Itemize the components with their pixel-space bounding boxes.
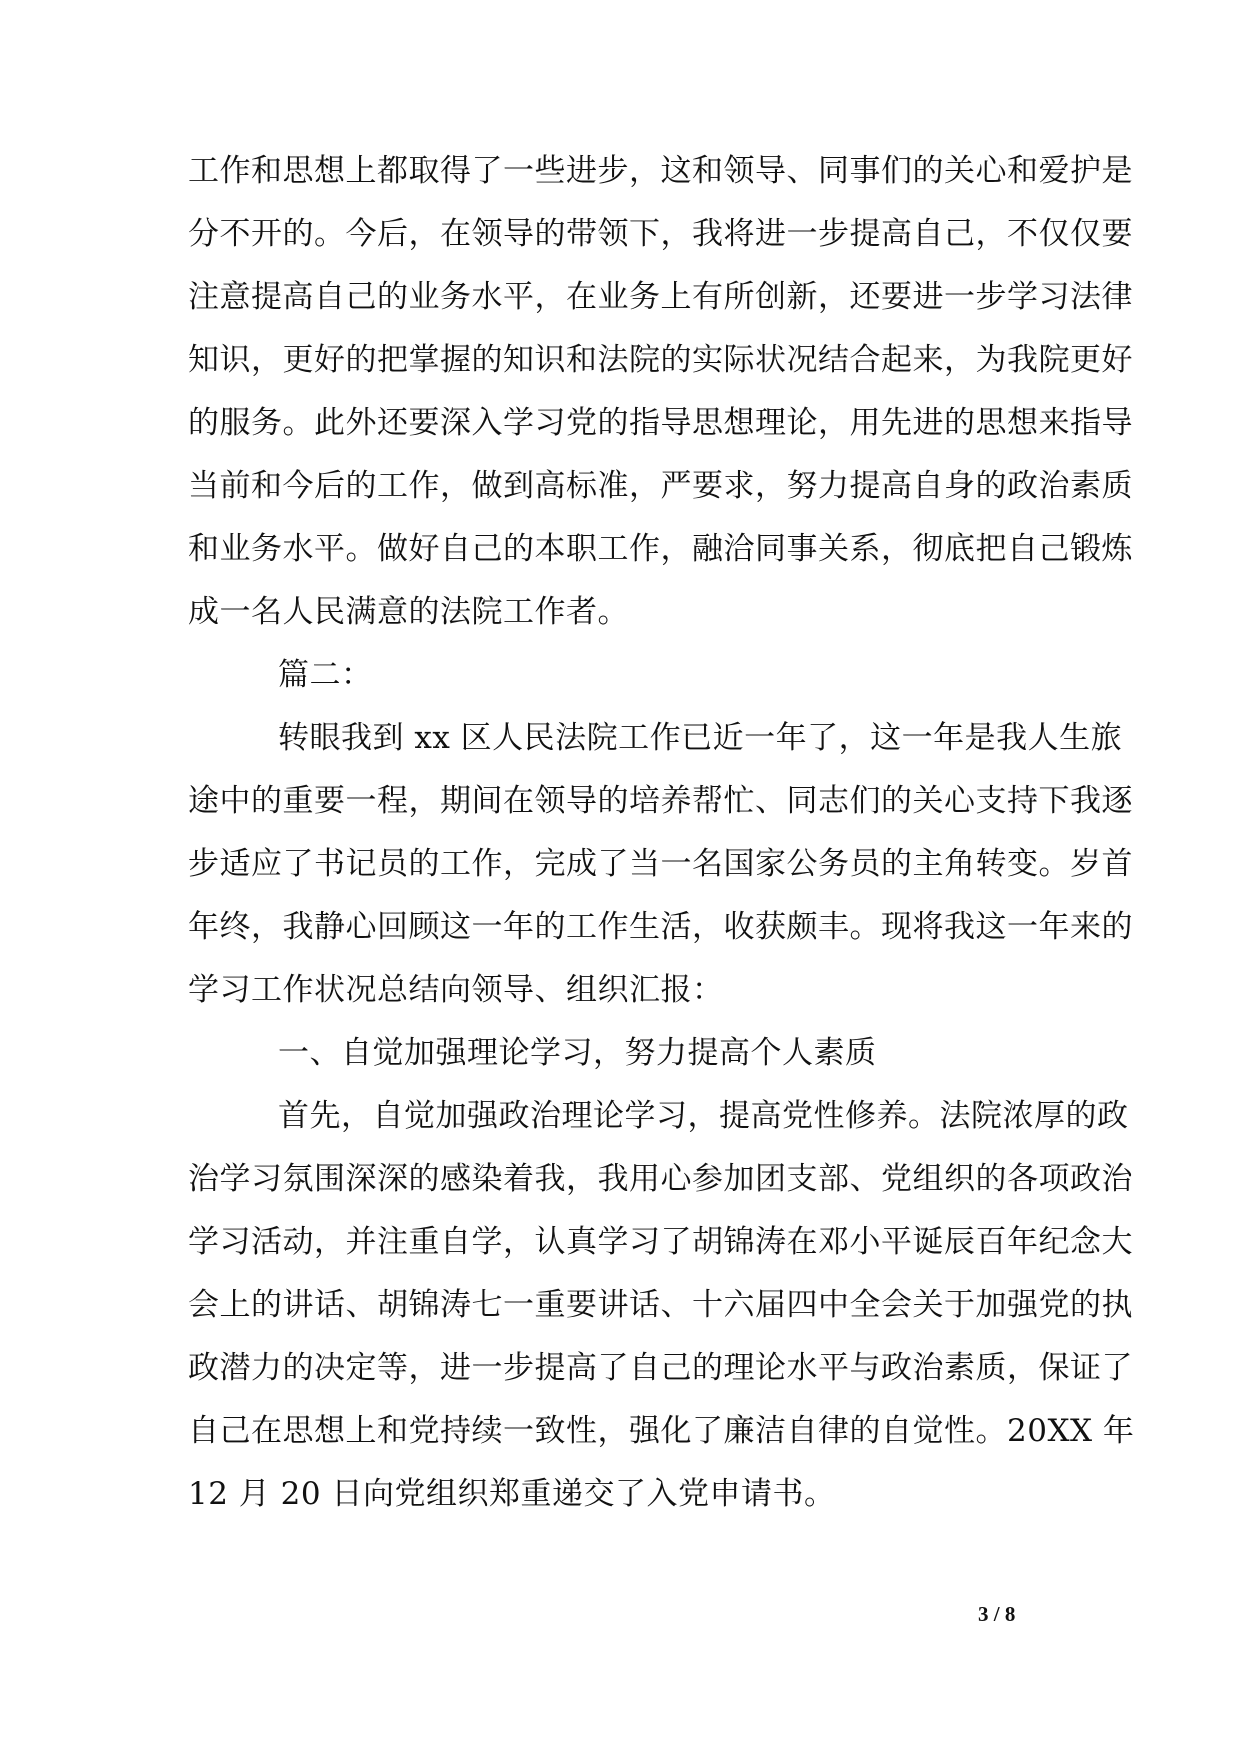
- text-line: 学习活动，并注重自学，认真学习了胡锦涛在邓小平诞辰百年纪念大: [188, 1224, 1133, 1260]
- text-line: 知识，更好的把掌握的知识和法院的实际状况结合起来，为我院更好: [188, 342, 1133, 378]
- text-line: 的服务。此外还要深入学习党的指导思想理论，用先进的思想来指导: [188, 405, 1133, 441]
- text-line: 自己在思想上和党持续一致性，强化了廉洁自律的自觉性。20XX 年: [188, 1413, 1135, 1449]
- text-line: 会上的讲话、胡锦涛七一重要讲话、十六届四中全会关于加强党的执: [188, 1287, 1133, 1323]
- text-line: 首先，自觉加强政治理论学习，提高党性修养。法院浓厚的政: [278, 1098, 1129, 1134]
- page-number: 3 / 8: [978, 1602, 1016, 1626]
- text-line: 途中的重要一程，期间在领导的培养帮忙、同志们的关心支持下我逐: [188, 783, 1133, 819]
- section-heading: 篇二：: [278, 657, 373, 693]
- text-line: 治学习氛围深深的感染着我，我用心参加团支部、党组织的各项政治: [188, 1161, 1133, 1197]
- text-line: 学习工作状况总结向领导、组织汇报：: [188, 972, 724, 1008]
- text-line: 步适应了书记员的工作，完成了当一名国家公务员的主角转变。岁首: [188, 846, 1133, 882]
- text-line: 年终，我静心回顾这一年的工作生活，收获颇丰。现将我这一年来的: [188, 909, 1133, 945]
- text-line: 注意提高自己的业务水平，在业务上有所创新，还要进一步学习法律: [188, 279, 1133, 315]
- text-line: 分不开的。今后，在领导的带领下，我将进一步提高自己，不仅仅要: [188, 216, 1133, 252]
- text-line: 转眼我到 xx 区人民法院工作已近一年了，这一年是我人生旅: [278, 720, 1123, 756]
- text-line: 政潜力的决定等，进一步提高了自己的理论水平与政治素质，保证了: [188, 1350, 1133, 1386]
- subsection-heading: 一、自觉加强理论学习，努力提高个人素质: [278, 1035, 877, 1071]
- text-line: 12 月 20 日向党组织郑重递交了入党申请书。: [188, 1476, 836, 1512]
- text-line: 当前和今后的工作，做到高标准，严要求，努力提高自身的政治素质: [188, 468, 1133, 504]
- text-line: 工作和思想上都取得了一些进步，这和领导、同事们的关心和爱护是: [188, 153, 1133, 189]
- text-line: 成一名人民满意的法院工作者。: [188, 594, 629, 630]
- text-line: 和业务水平。做好自己的本职工作，融洽同事关系，彻底把自己锻炼: [188, 531, 1133, 567]
